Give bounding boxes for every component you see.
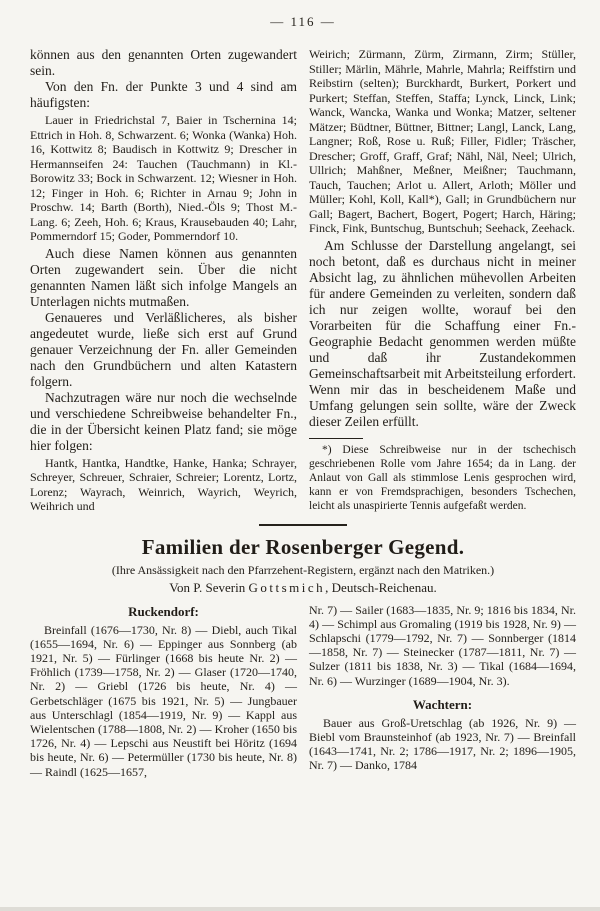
scan-bottom-edge xyxy=(0,907,600,911)
village-heading-wachtern: Wachtern: xyxy=(412,696,473,712)
upper-left-column xyxy=(30,47,297,514)
paragraph: Auch diese Namen können aus genannten Orten zugewandert sein. Über die nicht genannten Namen läßt sich infolge Mangels an Unterlagen nichts mutmaßen. xyxy=(30,245,297,309)
section-divider-rule xyxy=(259,524,347,526)
footnote: *) Diese Schreibweise nur in der tschechisch geschriebenen Rolle vom Jahre 1654; da in Lang. der Anlaut von Gall als stimmlose Lenis gesprochen wird, kann er von Fremdsprachigen, besonders Tschechen, leicht als unaspirierte Tennis aufgefaßt werden. xyxy=(309,443,576,512)
paragraph: Genaueres und Verläßlicheres, als bisher angedeutet wurde, ließe sich erst auf Grund genauer Verzeichnung der Fn. aller Gemeinden nach den Grundbüchern und alten Katastern folgern. xyxy=(30,309,297,389)
footnote-rule xyxy=(309,438,363,439)
name-list-paragraph: Lauer in Friedrichstal 7, Baier in Tschernina 14; Ettrich in Hoh. 8, Schwarzent. 6; Wonka (Wanka) Hoh. 16, Kottwitz 8; Baudisch in Kottwitz 9; Drescher in Hermannseifen 24: Tauchen (Tauchmann) in Kl.-Borowitz 33; Bock in Schwarzent. 12; Wiesner in Hoh. 12; Finger in Hoh. 6; Richter in Arnau 9; John in Proschw. 14; Barth (Borth), Nied.-Öls 9; Thost M.-Lang. 6; Zeeh, Hoh. 6; Kraus, Krausebauden 40; Lahr, Pommerndorf 15; Goder, Pommerndorf 10. xyxy=(30,113,297,243)
family-list-ruckendorf: Breinfall (1676—1730, Nr. 8) — Diebl, auch Tikal (1655—1694, Nr. 6) — Eppinger aus Sonnberg (ab 1921, Nr. 5) — Fürlinger (1668 bis heute Nr. 2) — Fröhlich (1739—1758, Nr. 2) — Glaser (1720—1740, Nr. 2) — Griebl (1726 bis heute, Nr. 4) — Gerbetschläger (1675 bis 1921, Nr. 5) — Jungbauer aus Unterschlagl (1854—1919, Nr. 9) — Kappl aus Wielentschen (1788—1808, Nr. 2) — Kroher (1650 bis 1726, Nr. 4) — Lepschi aus Neustift bei Höritz (1694 bis heute, Nr. 6) — Petermüller (1730 bis heute, Nr. 8) — Raindl (1625—1657, xyxy=(30,622,297,779)
lower-right-column xyxy=(309,603,576,779)
author-name: Gottsmich xyxy=(248,579,326,595)
paragraph-continuation: können aus den genannten Orten zugewandert sein. xyxy=(30,47,297,78)
paragraph: Am Schlusse der Darstellung angelangt, sei noch betont, daß es durchaus nicht in meiner Absicht lag, zu ähnlichen mühevollen Arbeiten für andere Gemeinden zu verleiten, sondern daß ich nur zeigen wollte, worauf bei den Vorarbeiten für die Schaffung einer Fn.-Geographie Bedacht genommen werden müßte und daß ihr Zustandekommen Gemeinschaftsarbeit mit Arbeitsteilung erfordert. Wenn mir das in bescheidenem Maße und Umfang gelungen sein sollte, wäre der Zweck dieser Zeilen erfüllt. xyxy=(309,237,576,429)
name-list-paragraph: Hantk, Hantka, Handtke, Hanke, Hanka; Schrayer, Schreyer, Schreuer, Schraier, Schreier; Lorentz, Lortz, Lorenz; Wayrach, Weinrich, Wayrich, Weyrich, Weihrich und xyxy=(30,455,297,513)
family-list-continuation: Nr. 7) — Sailer (1683—1835, Nr. 9; 1816 bis 1834, Nr. 4) — Schimpl aus Gromaling (1919 bis 1928, Nr. 9) — Schlapschi (1779—1792, Nr. 7) — Sonnberger (1814—1858, Nr. 7) — Steinecker (1787—1811, Nr. 7) — Sulzer (1811 bis 1838, Nr. 3) — Tikal (1684—1694, Nr. 6) — Wurzinger (1689—1904, Nr. 3). xyxy=(309,602,576,688)
lower-columns xyxy=(30,603,576,779)
paragraph: Nachzutragen wäre nur noch die wechselnde und verschiedene Schreibweise behandelter Fn., die in der Übersicht keinen Platz fand; sie möge hier folgen: xyxy=(30,389,297,453)
byline-prefix: Von P. Severin xyxy=(169,579,249,595)
paragraph: Von den Fn. der Punkte 3 und 4 sind am häufigsten: xyxy=(30,79,297,110)
article-subtitle: (Ihre Ansässigkeit nach den Pfarrzehent-Registern, ergänzt nach den Matriken.) xyxy=(111,562,495,577)
upper-right-column xyxy=(309,47,576,514)
lower-left-column xyxy=(30,603,297,779)
article-byline xyxy=(30,580,576,596)
byline-suffix: , Deutsch-Reichenau. xyxy=(325,579,437,595)
article-title: Familien der Rosenberger Gegend. xyxy=(141,534,465,559)
village-heading-ruckendorf: Ruckendorf: xyxy=(128,603,199,619)
family-list-wachtern: Bauer aus Groß-Uretschlag (ab 1926, Nr. 9) — Biebl vom Braunsteinhof (ab 1923, Nr. 7) — Breinfall (1643—1741, Nr. 2; 1786—1917, Nr. 2; 1896—1905, Nr. 7) — Danko, 1784 xyxy=(309,715,576,773)
name-list-paragraph: Weirich; Zürmann, Zürm, Zirmann, Zirm; Stüller, Stiller; Märlin, Mährle, Mahrle, Mahrla; Reiffstirn und Reibstirn (selten); Burckhardt, Burkert, Porkert und Purkert; Steffan, Steffen, Staffa; Lynck, Linck, Link; Wanck, Wancka, Wanka und Wonka; Matzer, seltener Mätzer; Büdtner, Büttner, Bittner; Langl, Lanck, Lang, Langner; Roß, Rose u. Ruß; Filler, Fidler; Träscher, Drescher; Groff, Graff, Graf; Nähl, Näl, Neel; Ulrich, Ullrich; Mahßner, Meßner, Meißner; Tauchmann, Tauch, Tauchen; Arlot u. Allert, Arloth; Möller und Müller; Kohl, Koll, Kall*), Gall; in Grundbüchern nur Gall; Bagert, Bachert, Bogert, Pogert; Harch, Häring; Finck, Fink, Buntschug, Buntschuh; Seehack, Zeehack. xyxy=(309,47,576,235)
page-number: — 116 — xyxy=(270,14,336,29)
upper-columns xyxy=(30,47,576,514)
